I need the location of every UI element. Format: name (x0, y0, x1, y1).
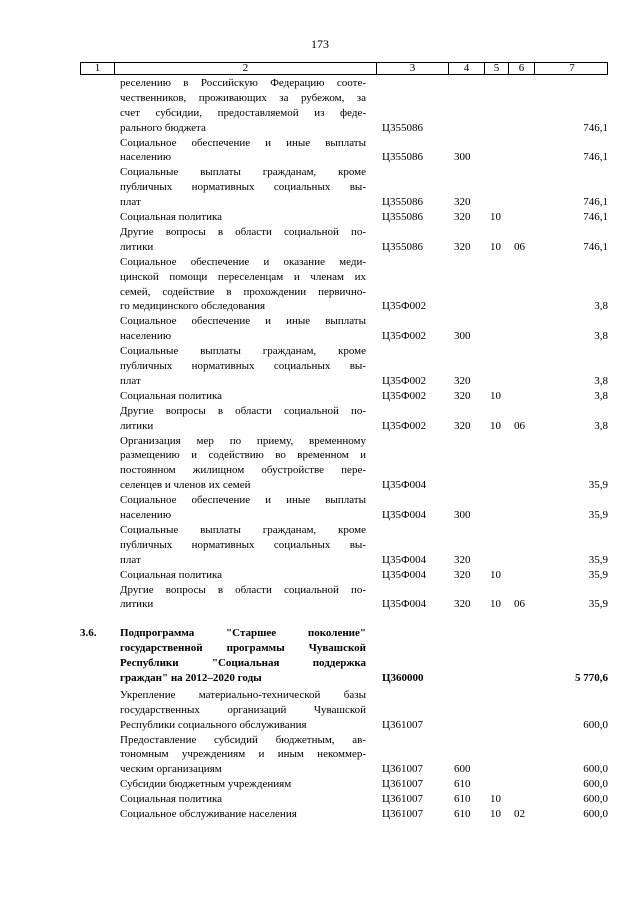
row-amount: 600,0 (583, 778, 608, 791)
description-line: Другие вопросы в области социальной по- (120, 404, 366, 417)
row-col4: 320 (454, 389, 471, 402)
row-amount: 35,9 (588, 568, 608, 581)
description-line: селенцев и членов их семей (120, 479, 251, 492)
description-line: Социальная политика (120, 793, 223, 806)
row-amount: 746,1 (583, 211, 608, 224)
row-description (120, 76, 366, 136)
description-line: публичных нормативных социальных вы- (120, 181, 366, 194)
row-amount: 3,8 (594, 374, 608, 387)
row-col5: 10 (490, 211, 501, 224)
table-row (0, 344, 640, 389)
row-col4: 320 (454, 598, 471, 611)
table-row (0, 733, 640, 778)
description-line: рального бюджета (120, 121, 206, 134)
row-description (120, 777, 366, 792)
row-code: Ц35Ф002 (382, 389, 427, 402)
table-row (0, 165, 640, 210)
row-code: Ц360000 (382, 671, 424, 684)
table-row (0, 210, 640, 225)
row-amount: 600,0 (583, 808, 608, 821)
row-description (120, 434, 366, 494)
row-description (120, 165, 366, 210)
row-code: Ц35Ф004 (382, 553, 427, 566)
row-col4: 300 (454, 151, 471, 164)
description-line: Субсидии бюджетным учреждениям (120, 778, 292, 791)
row-description (120, 807, 366, 822)
table-row (0, 568, 640, 583)
row-description (120, 225, 366, 255)
row-code: Ц35Ф002 (382, 330, 427, 343)
table-row (0, 76, 640, 136)
row-amount: 600,0 (583, 763, 608, 776)
row-col4: 320 (454, 240, 471, 253)
table-body (0, 76, 640, 822)
row-col4: 610 (454, 808, 471, 821)
column-header-3: 3 (377, 63, 449, 74)
row-code: Ц355086 (382, 211, 423, 224)
description-line: чественников, проживающих за рубежом, за (120, 91, 366, 104)
row-col4: 320 (454, 568, 471, 581)
description-line: государственных организаций Чувашской (120, 703, 366, 716)
description-line: Укрепление материально-технической базы (120, 688, 366, 701)
description-line: реселению в Российскую Федерацию сооте- (120, 77, 366, 89)
page-number: 173 (311, 37, 329, 51)
row-description (120, 626, 366, 686)
description-line: публичных нормативных социальных вы- (120, 538, 366, 551)
row-description (120, 255, 366, 315)
description-line: Предоставление субсидий бюджетным, ав- (120, 733, 366, 746)
column-header-5: 5 (485, 63, 509, 74)
description-line: семей, содействие в прохождении первично- (120, 285, 366, 298)
row-col5: 10 (490, 808, 501, 821)
table-row (0, 792, 640, 807)
description-line: Социальные выплаты гражданам, кроме (120, 523, 366, 536)
description-line: литики (120, 240, 154, 253)
table-row (0, 314, 640, 344)
description-line: плат (120, 553, 141, 566)
row-code: Ц355086 (382, 196, 423, 209)
column-header-7: 7 (569, 62, 575, 74)
row-code: Ц35Ф004 (382, 509, 427, 522)
row-col6: 06 (514, 240, 525, 253)
row-code: Ц35Ф004 (382, 568, 427, 581)
description-line: государственной программы Чувашской (120, 642, 366, 655)
row-description (120, 688, 366, 733)
row-description (120, 493, 366, 523)
description-line: Другие вопросы в области социальной по- (120, 225, 366, 238)
description-line: Социальное обеспечение и иные выплаты (120, 136, 366, 149)
row-code: Ц361007 (382, 793, 423, 806)
description-line: счет субсидии, предоставляемой из феде- (120, 106, 366, 119)
table-row (0, 255, 640, 315)
description-line: населению (120, 330, 172, 343)
row-col5: 10 (490, 793, 501, 806)
description-line: Социальная политика (120, 211, 223, 224)
row-code: Ц35Ф002 (382, 374, 427, 387)
description-line: тономным учреждениям и иным некоммер- (120, 748, 366, 761)
table-row (0, 404, 640, 434)
row-col4: 600 (454, 763, 471, 776)
row-amount: 3,8 (594, 419, 608, 432)
description-line: Другие вопросы в области социальной по- (120, 583, 366, 596)
row-code: Ц355086 (382, 151, 423, 164)
column-header-4: 4 (449, 63, 485, 74)
table-row (0, 583, 640, 613)
row-amount: 746,1 (583, 151, 608, 164)
row-amount: 746,1 (583, 240, 608, 253)
row-code: Ц361007 (382, 763, 423, 776)
table-row (0, 807, 640, 822)
row-col4: 320 (454, 211, 471, 224)
row-amount: 35,9 (588, 598, 608, 611)
row-col4: 320 (454, 374, 471, 387)
row-code: Ц361007 (382, 718, 423, 731)
row-amount: 600,0 (583, 718, 608, 731)
description-line: населению (120, 509, 172, 522)
description-line: Социальное обеспечение и оказание меди- (120, 255, 366, 268)
row-description (120, 210, 366, 225)
row-code: Ц35Ф002 (382, 419, 427, 432)
row-description (120, 583, 366, 613)
description-line: населению (120, 151, 172, 164)
row-code: Ц361007 (382, 808, 423, 821)
table-row (0, 777, 640, 792)
description-line: Социальное обеспечение и иные выплаты (120, 494, 366, 507)
table-row (0, 225, 640, 255)
row-amount: 35,9 (588, 509, 608, 522)
row-code: Ц35Ф002 (382, 300, 427, 313)
row-amount: 600,0 (583, 793, 608, 806)
description-line: публичных нормативных социальных вы- (120, 360, 366, 373)
column-header-2: 2 (115, 63, 377, 74)
row-code: Ц355086 (382, 240, 423, 253)
description-line: литики (120, 598, 154, 611)
table-row (0, 523, 640, 568)
row-amount: 3,8 (594, 389, 608, 402)
description-line: ческим организациям (120, 763, 222, 776)
table-row (0, 626, 640, 686)
row-col5: 10 (490, 240, 501, 253)
row-amount: 3,8 (594, 330, 608, 343)
row-col4: 320 (454, 553, 471, 566)
description-line: Социальная политика (120, 568, 223, 581)
row-code: Ц361007 (382, 778, 423, 791)
description-line: Социальное обеспечение и иные выплаты (120, 315, 366, 328)
description-line: го медицинского обследования (120, 300, 266, 313)
table-header (80, 62, 608, 75)
row-col6: 06 (514, 419, 525, 432)
row-col5: 10 (490, 419, 501, 432)
row-description (120, 136, 366, 166)
table-row (0, 389, 640, 404)
description-line: Социальное обслуживание населения (120, 808, 297, 821)
row-description (120, 314, 366, 344)
column-header-6: 6 (509, 63, 535, 74)
table-row (0, 688, 640, 733)
row-amount: 5 770,6 (575, 671, 608, 684)
description-line: Республики "Социальная поддержка (120, 657, 366, 670)
description-line: Подпрограмма "Старшее поколение" (120, 627, 366, 640)
row-code: Ц355086 (382, 121, 423, 134)
description-line: плат (120, 196, 141, 209)
description-line: Социальные выплаты гражданам, кроме (120, 166, 366, 179)
row-col6: 06 (514, 598, 525, 611)
row-col4: 300 (454, 330, 471, 343)
table-row (0, 493, 640, 523)
row-col4: 320 (454, 196, 471, 209)
description-line: размещению и содействию во временном и (120, 449, 366, 462)
row-amount: 746,1 (583, 196, 608, 209)
description-line: Республики социального обслуживания (120, 718, 307, 731)
description-line: Социальная политика (120, 389, 223, 402)
row-description (120, 404, 366, 434)
row-col4: 300 (454, 509, 471, 522)
column-header-1: 1 (81, 63, 115, 74)
description-line: литики (120, 419, 154, 432)
row-description (120, 523, 366, 568)
row-description (120, 389, 366, 404)
row-col6: 02 (514, 808, 525, 821)
row-amount: 3,8 (594, 300, 608, 313)
row-description (120, 568, 366, 583)
description-line: цинской помощи переселенцам и членам их (120, 270, 366, 283)
description-line: Организация мер по приему, временному (120, 434, 366, 447)
description-line: Социальные выплаты гражданам, кроме (120, 345, 366, 358)
row-code: Ц35Ф004 (382, 598, 427, 611)
row-description (120, 792, 366, 807)
row-col5: 10 (490, 568, 501, 581)
table-row (0, 136, 640, 166)
description-line: граждан" на 2012–2020 годы (120, 671, 262, 684)
row-description (120, 733, 366, 778)
row-description (120, 344, 366, 389)
row-amount: 746,1 (583, 121, 608, 134)
row-code: Ц35Ф004 (382, 479, 427, 492)
row-col5: 10 (490, 598, 501, 611)
description-line: плат (120, 374, 141, 387)
table-row (0, 434, 640, 494)
row-col4: 610 (454, 793, 471, 806)
row-amount: 35,9 (588, 479, 608, 492)
row-col5: 10 (490, 389, 501, 402)
row-col4: 320 (454, 419, 471, 432)
row-col4: 610 (454, 778, 471, 791)
row-amount: 35,9 (588, 553, 608, 566)
row-number: 3.6. (80, 627, 97, 640)
description-line: постоянном жилищном обустройстве пере- (120, 464, 366, 477)
